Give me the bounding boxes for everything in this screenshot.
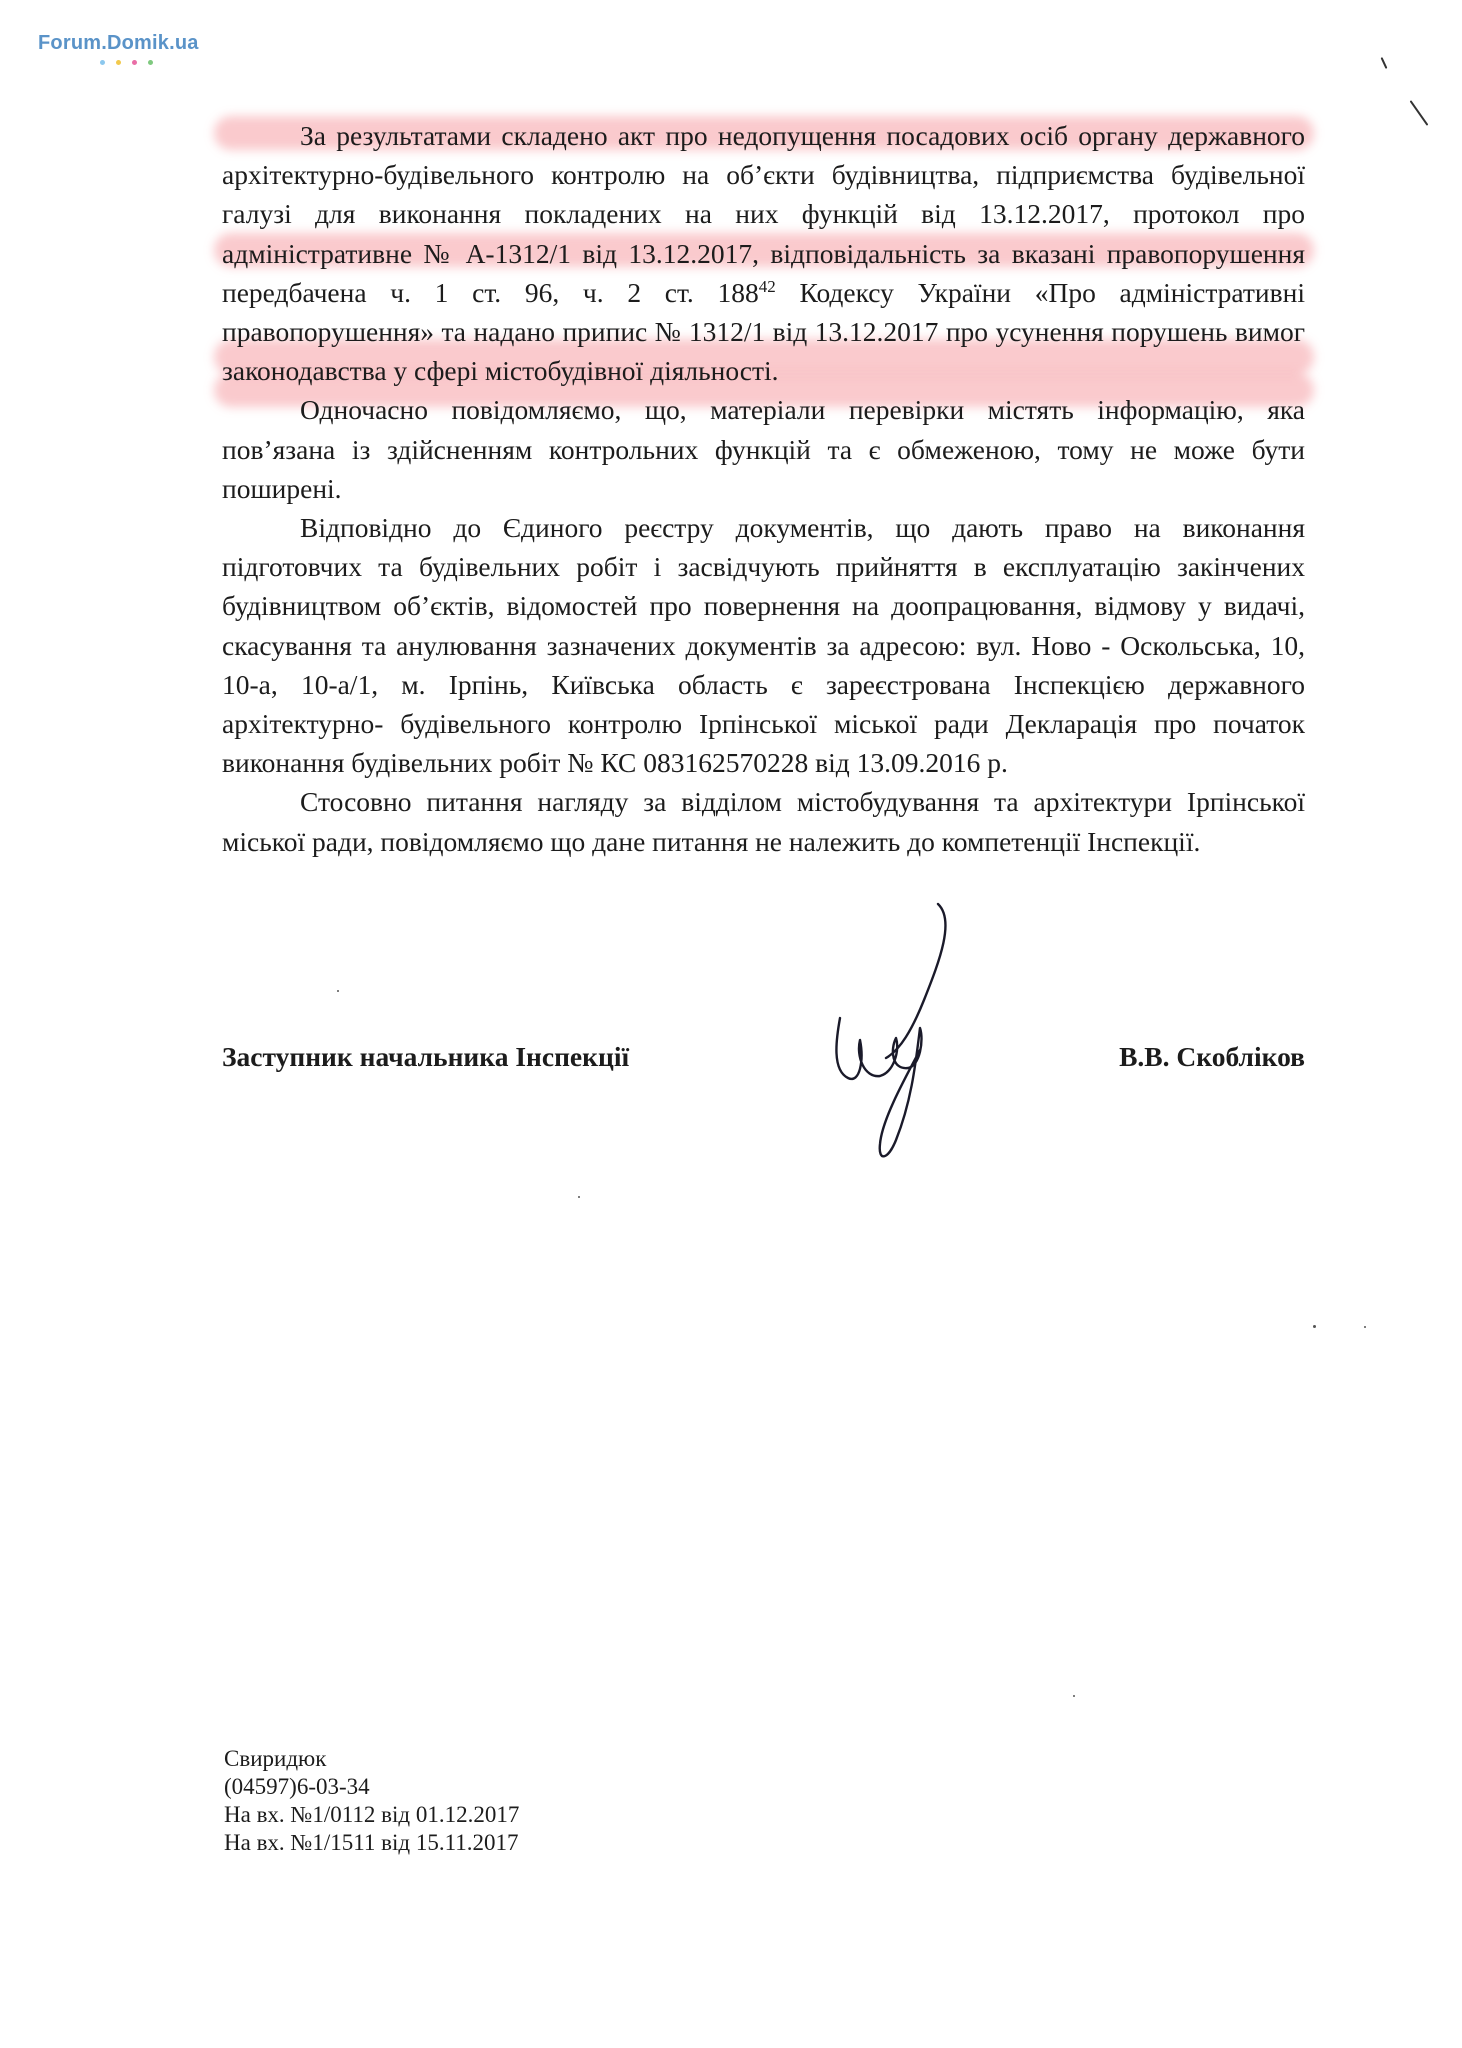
text-fragment: ст. 188 (664, 276, 759, 308)
watermark-dot (132, 60, 137, 65)
text-line: Стосовно питання нагляду за відділом містобудування та архітектури (300, 786, 1172, 818)
incoming-reference: На вх. №1/1511 від 15.11.2017 (224, 1830, 519, 1855)
text-line: Ірпінської міської ради, повідомляємо що дане питання не належить до (222, 786, 1305, 857)
paragraph-registry (222, 508, 1305, 782)
scan-speck (337, 990, 339, 992)
text-line: інформацію, яка пов’язана із здійсненням контрольних функцій та є (222, 394, 1306, 465)
scan-speck (1364, 1326, 1366, 1328)
scan-speck (1073, 1695, 1075, 1697)
scan-mark (1410, 100, 1429, 126)
watermark-dot (116, 60, 121, 65)
executor-footer (224, 1745, 519, 1857)
text-line: експлуатацію закінчених будівництвом об’єктів, відомостей про повернення (222, 551, 1305, 622)
scan-mark (1381, 57, 1388, 69)
handwritten-signature (820, 900, 970, 1170)
text-line: відповідальність за вказані правопорушення передбачена ч. 1 ст. 96, ч. 2 (222, 237, 1306, 308)
scan-speck (1313, 1325, 1316, 1328)
text-line: виконання будівельних робіт № КС 083162570228 від 13.09.2016 р. (222, 747, 1008, 779)
text-line: За результатами складено акт про недопущення посадових осіб органу (300, 120, 1158, 151)
incoming-reference: На вх. №1/0112 від 01.12.2017 (224, 1802, 520, 1827)
text-line: Одночасно повідомляємо, що, матеріали перевірки містять (300, 394, 1074, 426)
text-line: будівельного контролю Ірпінської міської ради Декларація про початок (400, 708, 1305, 740)
watermark-dot (148, 60, 153, 65)
text-line: компетенції Інспекції. (941, 825, 1201, 857)
text-line: Відповідно до Єдиного реєстру документів, що дають право на (300, 512, 1161, 544)
text-line: державного архітектурно-будівельного контролю на об’єкти будівництва, (222, 120, 1306, 191)
superscript: 42 (758, 276, 776, 296)
text-line: підприємства будівельної галузі для виконання покладених на них функцій від (222, 159, 1305, 230)
text-fragment: Кодексу України «Про адміністративні правопорушення» та надано (222, 276, 1305, 348)
text-line: документів за адресою: вул. Ново - Оскольська, 10, 10-а, 10-а/1, м. Ірпінь, (222, 629, 1306, 700)
executor-name: Свиридюк (224, 1746, 327, 1771)
paragraph-restricted-info (222, 390, 1305, 508)
text-line: у сфері містобудівної діяльності. (393, 355, 779, 387)
signatory-title: Заступник начальника Інспекції (222, 1041, 630, 1072)
signatory-name: В.В. Скобліков (1119, 1041, 1305, 1072)
forum-watermark: Forum.Domik.ua (38, 32, 199, 54)
executor-phone: (04597)6-03-34 (224, 1774, 370, 1799)
watermark-dots (100, 60, 153, 65)
text-line: Київська область є зареєстрована Інспекцією державного архітектурно- (222, 668, 1305, 740)
text-line: на доопрацювання, відмову у видачі, скасування та анулювання зазначених (222, 590, 1306, 661)
text-line: обмеженою, тому не може бути поширені. (222, 433, 1305, 504)
paragraph-violation-act (222, 116, 1305, 390)
text-line: виконання підготовчих та будівельних робіт і засвідчують прийняття в (222, 512, 1305, 583)
text-line: припис № 1312/1 від 13.12.2017 про усунення порушень вимог законодавства (222, 316, 1306, 387)
scan-speck (578, 1196, 580, 1198)
text-line: 13.12.2017, протокол про адміністративне № А-1312/1 від 13.12.2017, (222, 198, 1305, 269)
watermark-dot (100, 60, 105, 65)
paragraph-competence (222, 782, 1305, 860)
signature-block (222, 1041, 1305, 1081)
letter-body (222, 116, 1305, 861)
